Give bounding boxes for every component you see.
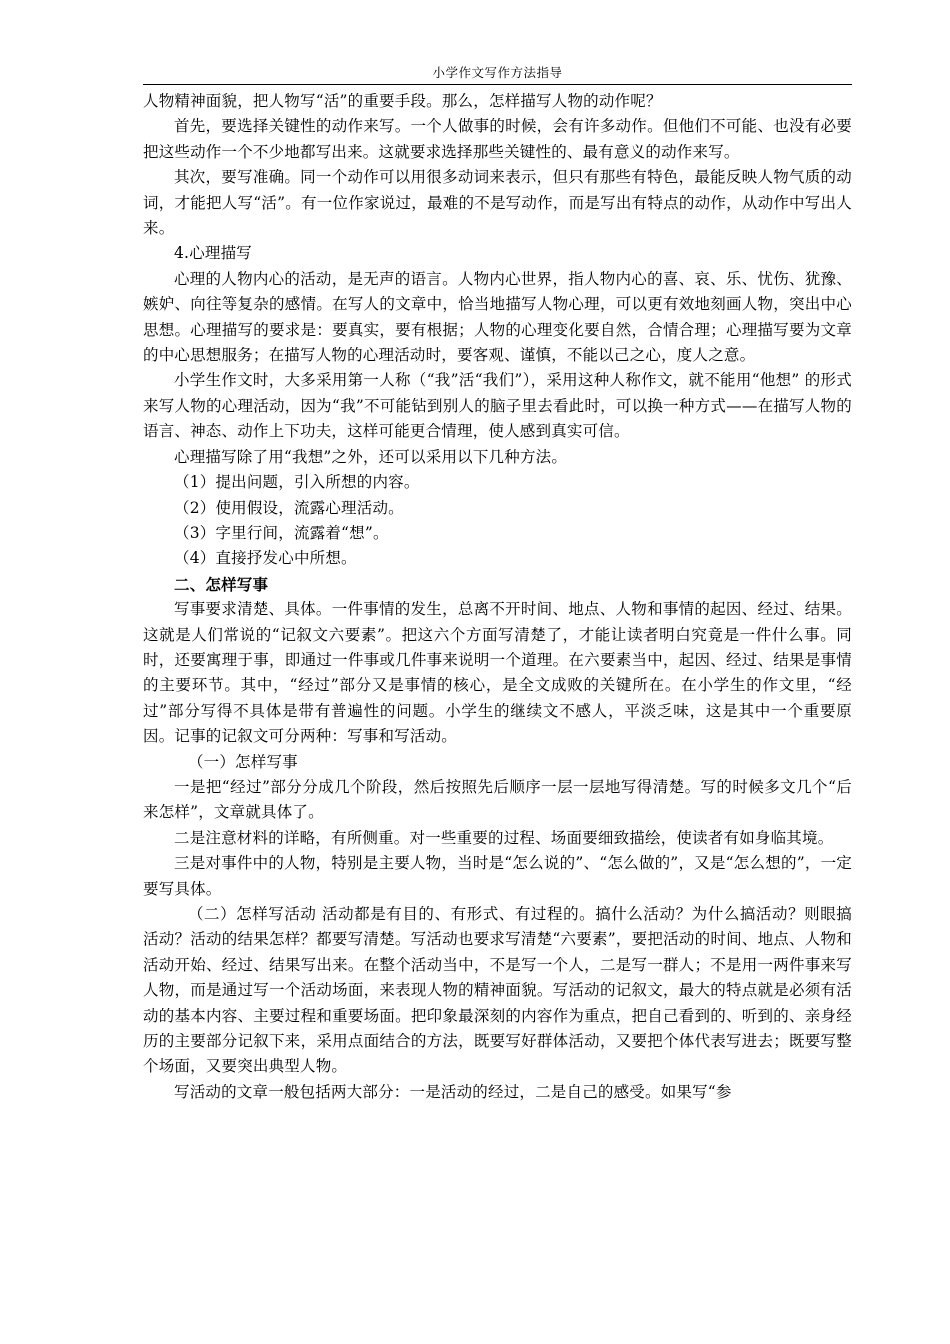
header-rule [143, 84, 852, 85]
paragraph-activity-two-parts: 写活动的文章一般包括两大部分：一是活动的经过，二是自己的感受。如果写“参 [174, 1082, 732, 1101]
paragraph-point-one: 一是把“经过”部分分成几个阶段，然后按照先后顺序一层一层地写得清楚。写的时候多文几个“后来怎样”，文章就具体了。 [143, 777, 852, 822]
method-item-4: （4）直接抒发心中所想。 [174, 549, 357, 568]
paragraph-continuation: 人物精神面貌，把人物写“活”的重要手段。那么，怎样描写人物的动作呢？ [143, 92, 662, 110]
paragraph-psychology-definition: 心理的人物内心的活动，是无声的语言。人物内心世界，指人物内心的喜、哀、乐、忧伤、犹豫、嫉妒、向往等复杂的感情。在写人的文章中，恰当地描写人物心理，可以更有效地刻画人物，突出中心思想。心理描写的要求是：要真实，要有根据；人物的心理变化要自然，合情合理；心理描写要为文章的中心思想服务；在描写人物的心理活动时，要客观、谨慎，不能以己之心，度人之意。 [143, 269, 852, 365]
body-text [143, 89, 852, 1105]
section-heading-psychology: 4.心理描写 [174, 244, 252, 263]
paragraph-first-person: 小学生作文时，大多采用第一人称（“我”活“我们”），采用这种人称作文，就不能用“他想” 的形式来写人物的心理活动，因为“我”不可能钻到别人的脑子里去看此时，可以换一种方式——在描写人物的语言、神态、动作上下功夫，这样可能更合情理，使人感到真实可信。 [143, 371, 852, 441]
paragraph-how-to-write-activities: （二）怎样写活动 活动都是有目的、有形式、有过程的。搞什么活动？为什么搞活动？则眼搞活动？活动的结果怎样？都要写清楚。写活动也要求写清楚“六要素”，要把活动的时间、地点、人物和活动开始、经过、结果写出来。在整个活动当中，不是写一个人，二是写一群人；不是用一两件事来写人物，而是通过写一个活动场面，来表现人物的精神面貌。写活动的记叙文，最大的特点就是必须有活动的基本内容、主要过程和重要场面。把印象最深刻的内容作为重点，把自己看到的、听到的、亲身经历的主要部分记叙下来，采用点面结合的方法，既要写好群体活动，又要把个体代表写进去；既要写整个场面，又要突出典型人物。 [143, 905, 852, 1076]
section-heading-writing-events: 二、怎样写事 [174, 574, 269, 594]
method-item-3: （3）字里行间，流露着“想”。 [174, 523, 389, 542]
running-header: 小学作文写作方法指导 [432, 65, 563, 80]
method-item-2: （2）使用假设，流露心理活动。 [174, 498, 404, 517]
paragraph-select-key-actions: 首先，要选择关键性的动作来写。一个人做事的时候，会有许多动作。但他们不可能、也没有必要把这些动作一个不少地都写出来。这就要求选择那些关键性的、最有意义的动作来写。 [143, 117, 852, 161]
paragraph-six-elements: 写事要求清楚、具体。一件事情的发生，总离不开时间、地点、人物和事情的起因、经过、结果。这就是人们常说的“记叙文六要素”。把这六个方面写清楚了，才能让读者明白究竟是一件什么事。同时，还要寓理于事，即通过一件事或几件事来说明一个道理。在六要素当中，起因、经过、结果是事情的主要环节。其中，“经过”部分又是事情的核心，是全文成败的关键所在。在小学生的作文里，“经过”部分写得不具体是带有普遍性的问题。小学生的继续文不感人，平淡乏味，这是其中一个重要原因。记事的记叙文可分两种：写事和写活动。 [143, 600, 852, 746]
paragraph-point-two: 二是注意材料的详略，有所侧重。对一些重要的过程、场面要细致描绘，使读者有如身临其境。 [174, 828, 834, 847]
subheading-how-to-write-events: （一）怎样写事 [187, 752, 298, 771]
method-item-1: （1）提出问题，引入所想的内容。 [174, 473, 420, 492]
paragraph-write-accurately: 其次，要写准确。同一个动作可以用很多动词来表示，但只有那些有特色，最能反映人物气质的动词，才能把人写“活”。有一位作家说过，最难的不是写动作，而是写出有特点的动作，从动作中写出人来。 [143, 168, 852, 238]
paragraph-methods-intro: 心理描写除了用“我想”之外，还可以采用以下几种方法。 [174, 447, 568, 466]
paragraph-point-three: 三是对事件中的人物，特别是主要人物，当时是“怎么说的”、“怎么做的”，又是“怎么想的”，一定要写具体。 [143, 854, 852, 898]
